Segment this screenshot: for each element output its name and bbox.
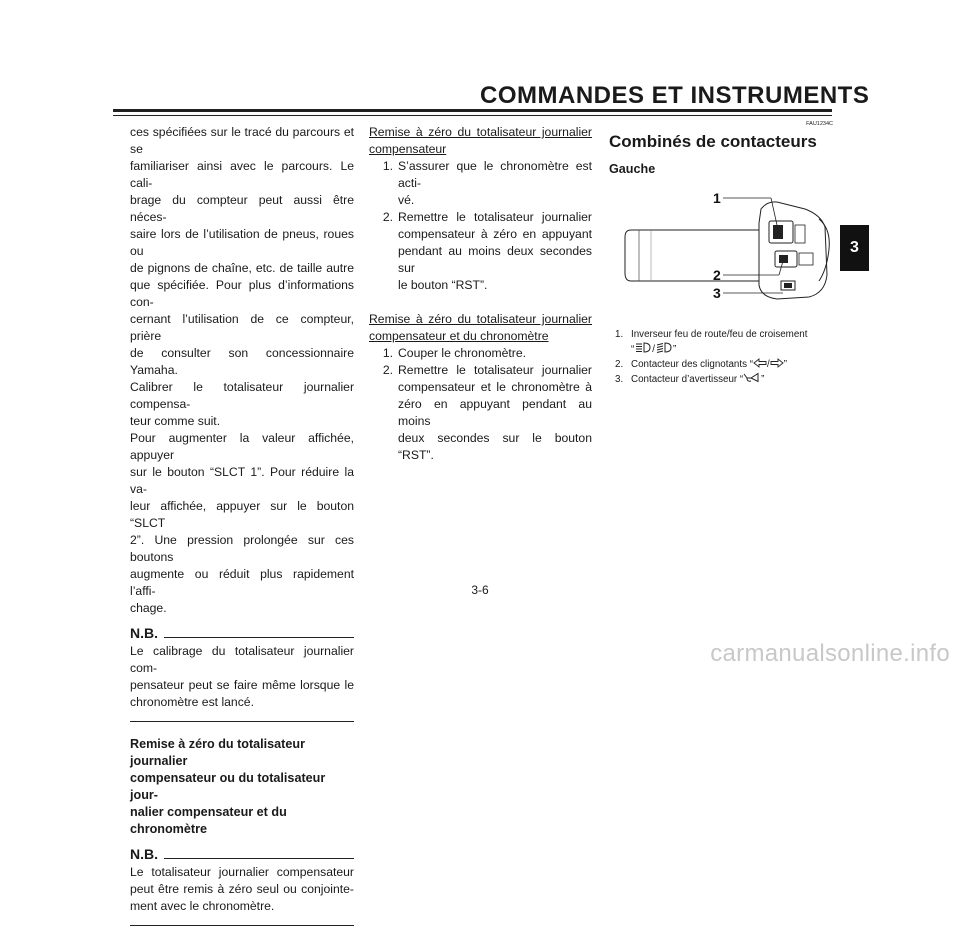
step-line: compensateur et le chronomètre à [398,380,592,394]
intro-line: familiariser ainsi avec le parcours. Le cali- [130,159,354,190]
caption-separator: / [652,344,655,355]
intro-line: cernant l’utilisation de ce compteur, prière [130,312,354,343]
section-subheading [130,736,354,838]
subheading-line: compensateur ou du totalisateur jour- [130,771,326,802]
note-body [130,643,354,711]
procedure-step [369,362,592,464]
caption-text: Contacteur des clignotants “ [631,359,753,370]
note-line: Le calibrage du totalisateur journalier com- [130,644,354,675]
caption-quote-close: ” [783,359,787,370]
note-rule [164,858,354,859]
caption-item [615,357,830,372]
note-header [130,846,354,862]
callout-number-2: 2 [713,267,721,283]
caption-separator: / [766,359,770,370]
column-left [130,124,354,926]
column-right [609,120,833,178]
intro-line: de consulter son concessionnaire Yamaha. [130,346,354,377]
procedure-title-line: Remise à zéro du totalisateur journalier [369,312,592,326]
page-header-title: COMMANDES ET INSTRUMENTS [480,82,870,109]
procedure-title-line: compensateur et du chronomètre [369,329,549,343]
turn-left-icon [753,358,767,368]
intro-line: de pignons de chaîne, etc. de taille autre [130,261,354,275]
procedure-step [369,345,592,362]
step-number: 1. [382,159,393,173]
diagram-captions [615,327,830,387]
caption-item [615,372,830,387]
header-rule-thin [113,115,832,116]
caption-number: 2. [615,359,624,370]
note-rule [164,637,354,638]
para2-line: augmente ou réduit plus rapidement l’affi- [130,567,354,598]
document-code: FAU1234C [806,121,833,127]
procedure-step [369,209,592,294]
switch-housing [759,202,829,299]
caption-number: 3. [615,374,624,385]
note-line: peut être remis à zéro seul ou conjointe- [130,882,354,896]
high-beam-icon [634,342,652,353]
callout-number-3: 3 [713,285,721,301]
note-line: Le totalisateur journalier compensateur [130,865,354,879]
caption-item [615,327,830,357]
intro-line: brage du compteur peut aussi être néces- [130,193,354,224]
step-line: Remettre le totalisateur journalier [398,363,592,377]
chapter-tab: 3 [840,225,869,271]
intro-line: Calibrer le totalisateur journalier compensa- [130,380,354,411]
step-line: Remettre le totalisateur journalier [398,210,592,224]
caption-text: Contacteur d’avertisseur “ [631,374,744,385]
step-number: 2. [382,363,393,377]
subheading-line: nalier compensateur et du chronomètre [130,805,287,836]
header-rule-thick [113,109,832,112]
procedure-title-line: compensateur [369,142,447,156]
low-beam-icon [655,342,673,353]
subheading-line: Remise à zéro du totalisateur journalier [130,737,305,768]
step-line: compensateur à zéro en appuyant [398,227,592,241]
procedure-step [369,158,592,209]
note-label: N.B. [130,846,158,862]
callout-number-1: 1 [713,190,721,206]
step-line-last: le bouton “RST”. [398,278,488,292]
intro-line-last: teur comme suit. [130,414,221,428]
note-end-rule [130,721,354,722]
step-line: S’assurer que le chronomètre est acti- [398,159,592,190]
caption-quote-open: “ [631,344,635,355]
para2-line: sur le bouton “SLCT 1”. Pour réduire la va- [130,465,354,496]
side-subheading: Gauche [609,162,656,176]
note-header [130,625,354,641]
para2-line: leur affichée, appuyer sur le bouton “SLCT [130,499,354,530]
caption-quote-close: ” [673,344,677,355]
handlebar-grip [625,230,759,281]
step-number: 1. [382,346,393,360]
step-line-last: deux secondes sur le bouton “RST”. [398,431,592,462]
para2-line-last: chage. [130,601,167,615]
intro-line: ces spécifiées sur le tracé du parcours et se [130,125,354,156]
handlebar-switch-diagram [609,185,833,310]
turn-right-icon [770,358,784,368]
caption-number: 1. [615,329,624,340]
step-line: pendant au moins deux secondes sur [398,244,592,275]
watermark: carmanualsonline.info [710,640,950,667]
note-body [130,864,354,915]
note-line-last: chronomètre est lancé. [130,695,254,709]
column-middle [369,124,592,464]
intro-line: saire lors de l’utilisation de pneus, roues ou [130,227,354,258]
note-line-last: ment avec le chronomètre. [130,899,275,913]
step-number: 2. [382,210,393,224]
para2-line: 2”. Une pression prolongée sur ces boutons [130,533,354,564]
page-number: 3-6 [471,583,489,597]
intro-line: que spécifiée. Pour plus d’informations con- [130,278,354,309]
note-label: N.B. [130,625,158,641]
step-line: zéro en appuyant pendant au moins [398,397,592,428]
step-line-last: Couper le chronomètre. [398,346,527,360]
step-line-last: vé. [398,193,415,207]
para2-line: Pour augmenter la valeur affichée, appuyer [130,431,354,462]
section-title: Combinés de contacteurs [609,132,817,151]
procedure-title-line: Remise à zéro du totalisateur journalier [369,125,592,139]
note-line: pensateur peut se faire même lorsque le [130,678,354,692]
caption-quote-close: ” [761,374,765,385]
caption-text: Inverseur feu de route/feu de croisement [631,329,808,340]
horn-icon [743,372,761,383]
